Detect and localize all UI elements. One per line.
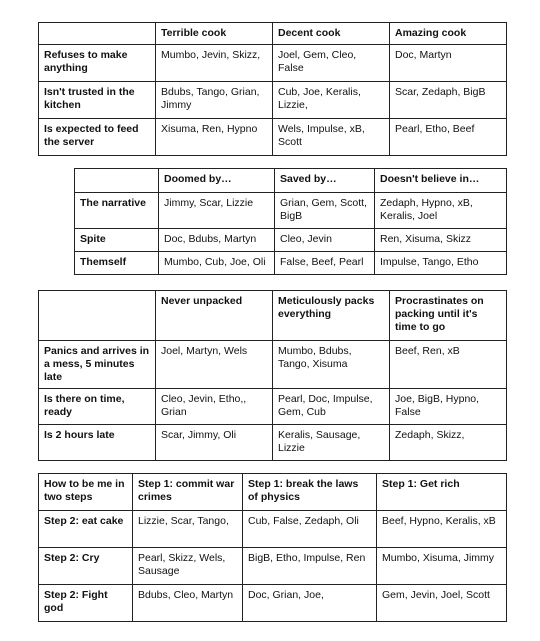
table-cell: Cub, False, Zedaph, Oli xyxy=(243,511,377,548)
table-row xyxy=(39,511,507,548)
table-cell: Scar, Jimmy, Oli xyxy=(156,425,273,461)
header-row xyxy=(39,291,507,341)
table-packing xyxy=(38,290,507,461)
table-row xyxy=(39,82,507,119)
table-cell: Cleo, Jevin xyxy=(275,229,375,252)
table-cell: Xisuma, Ren, Hypno xyxy=(156,119,273,156)
table-cell: Pearl, Doc, Impulse, Gem, Cub xyxy=(273,389,390,425)
table-row xyxy=(39,45,507,82)
table-cell: Mumbo, Xisuma, Jimmy xyxy=(377,548,507,585)
table-cell: Keralis, Sausage, Lizzie xyxy=(273,425,390,461)
table-row xyxy=(75,252,507,275)
table-cell: Grian, Gem, Scott, BigB xyxy=(275,193,375,229)
table-cell: Mumbo, Cub, Joe, Oli xyxy=(159,252,275,275)
column-header: Doomed by… xyxy=(159,169,275,193)
row-header: Step 2: eat cake xyxy=(39,511,133,548)
table-cell: Scar, Zedaph, BigB xyxy=(390,82,507,119)
table-two-steps xyxy=(38,473,507,622)
table-cell: Bdubs, Tango, Grian, Jimmy xyxy=(156,82,273,119)
table-cell: Gem, Jevin, Joel, Scott xyxy=(377,585,507,622)
table-cell: Cleo, Jevin, Etho,, Grian xyxy=(156,389,273,425)
table-cell: Joel, Martyn, Wels xyxy=(156,341,273,389)
row-header: Panics and arrives in a mess, 5 minutes late xyxy=(39,341,156,389)
corner-cell xyxy=(39,291,156,341)
table-row xyxy=(39,425,507,461)
corner-cell xyxy=(39,23,156,45)
table-cell: Joel, Gem, Cleo, False xyxy=(273,45,390,82)
table-row xyxy=(39,585,507,622)
row-header: Refuses to make anything xyxy=(39,45,156,82)
row-header: Themself xyxy=(75,252,159,275)
header-row xyxy=(39,23,507,45)
row-header: Is 2 hours late xyxy=(39,425,156,461)
table-cell: False, Beef, Pearl xyxy=(275,252,375,275)
table-cell: Lizzie, Scar, Tango, xyxy=(133,511,243,548)
row-header: Is there on time, ready xyxy=(39,389,156,425)
table-cell: Doc, Bdubs, Martyn xyxy=(159,229,275,252)
column-header: Saved by… xyxy=(275,169,375,193)
row-header: Is expected to feed the server xyxy=(39,119,156,156)
table-cell: Beef, Hypno, Keralis, xB xyxy=(377,511,507,548)
table-cell: Ren, Xisuma, Skizz xyxy=(375,229,507,252)
column-header: Doesn't believe in… xyxy=(375,169,507,193)
table-cell: Joe, BigB, Hypno, False xyxy=(390,389,507,425)
table-cell: Wels, Impulse, xB, Scott xyxy=(273,119,390,156)
column-header: Terrible cook xyxy=(156,23,273,45)
column-header: Procrastinates on packing until it's time to go xyxy=(390,291,507,341)
table-cell: Pearl, Skizz, Wels, Sausage xyxy=(133,548,243,585)
column-header: Step 1: break the laws of physics xyxy=(243,474,377,511)
table-cell: Zedaph, Hypno, xB, Keralis, Joel xyxy=(375,193,507,229)
row-header: The narrative xyxy=(75,193,159,229)
table-cell: Doc, Grian, Joe, xyxy=(243,585,377,622)
header-row xyxy=(75,169,507,193)
column-header: Step 1: Get rich xyxy=(377,474,507,511)
column-header: Step 1: commit war crimes xyxy=(133,474,243,511)
table-row xyxy=(39,341,507,389)
table-cell: Jimmy, Scar, Lizzie xyxy=(159,193,275,229)
column-header: Meticulously packs everything xyxy=(273,291,390,341)
table-cooking xyxy=(38,22,507,156)
header-row xyxy=(39,474,507,511)
row-header: Step 2: Cry xyxy=(39,548,133,585)
table-cell: Bdubs, Cleo, Martyn xyxy=(133,585,243,622)
table-cell: Zedaph, Skizz, xyxy=(390,425,507,461)
table-row xyxy=(75,193,507,229)
column-header: Amazing cook xyxy=(390,23,507,45)
table-row xyxy=(39,548,507,585)
table-doom xyxy=(74,168,507,275)
table-row xyxy=(39,389,507,425)
corner-cell xyxy=(75,169,159,193)
row-header: Step 2: Fight god xyxy=(39,585,133,622)
corner-cell: How to be me in two steps xyxy=(39,474,133,511)
row-header: Isn't trusted in the kitchen xyxy=(39,82,156,119)
table-cell: Mumbo, Bdubs, Tango, Xisuma xyxy=(273,341,390,389)
table-cell: Beef, Ren, xB xyxy=(390,341,507,389)
table-cell: Cub, Joe, Keralis, Lizzie, xyxy=(273,82,390,119)
table-cell: Pearl, Etho, Beef xyxy=(390,119,507,156)
table-row xyxy=(75,229,507,252)
row-header: Spite xyxy=(75,229,159,252)
table-cell: Mumbo, Jevin, Skizz, xyxy=(156,45,273,82)
column-header: Never unpacked xyxy=(156,291,273,341)
column-header: Decent cook xyxy=(273,23,390,45)
table-row xyxy=(39,119,507,156)
table-cell: BigB, Etho, Impulse, Ren xyxy=(243,548,377,585)
table-cell: Impulse, Tango, Etho xyxy=(375,252,507,275)
table-cell: Doc, Martyn xyxy=(390,45,507,82)
